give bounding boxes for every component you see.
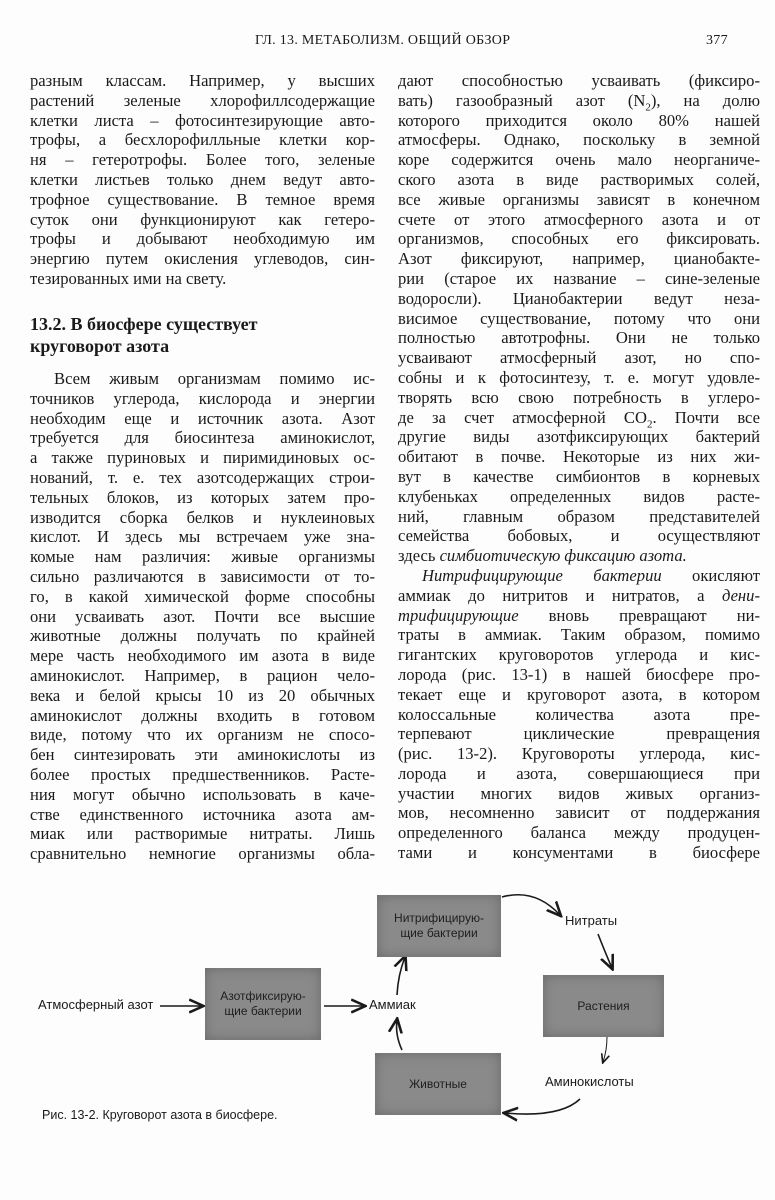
text-line: комые нам различия: живые организмы <box>30 547 375 567</box>
text-line: лорода (рис. 13-1) в нашей биосфере про- <box>398 664 760 684</box>
text-line: сравнительно немногие организмы обла- <box>30 844 375 864</box>
text-line: го, в какой химической форме способны <box>30 586 375 606</box>
text-line: трофы, а бесхлорофилльные клетки кор- <box>30 130 375 150</box>
text-line: миак или растворимые нитраты. Лишь <box>30 824 375 844</box>
arrow-ammonia-to-nitrifying <box>397 957 405 995</box>
text-line: семейства бобовых, и осуществляют <box>398 526 760 546</box>
italic-term: Нитрифицирующие бактерии <box>422 565 662 585</box>
text-line: точников углерода, кислорода и энергии <box>30 388 375 408</box>
text-line: мере часть необходимого им азота в виде <box>30 646 375 666</box>
text-line: мов, несомненно зависит от поддержания <box>398 803 760 823</box>
arrow-plants-to-amino <box>603 1037 607 1062</box>
text-line: Всем живым организмам помимо ис- <box>54 369 375 388</box>
italic-term: дени- <box>721 585 760 605</box>
text-line: клетки листьев только днем ведут авто- <box>30 169 375 189</box>
text-line: счете от этого атмосферного азота и от <box>398 209 760 229</box>
text-line: а также пуриновых и пиримидиновых ос- <box>30 448 375 468</box>
text-line: ний, главным образом представителей <box>398 506 760 526</box>
text-line: лорода и азота, совершающиеся при <box>398 763 760 783</box>
text-line: сильно различаются в зависимости от то- <box>30 566 375 586</box>
text-line: суток они функционируют как гетеро- <box>30 209 375 229</box>
text-line: аминокислот должны входить в готовом <box>30 705 375 725</box>
text-line: которого приходится около 80% нашей <box>398 110 760 130</box>
text-line: все живые организмы зависят в конечном <box>398 189 760 209</box>
text-line: траты в аммиак. Таким образом, помимо <box>398 625 760 645</box>
text-line: колоссальные количества азота пре- <box>398 704 760 724</box>
text-line: коре содержится очень мало неорганиче- <box>398 150 760 170</box>
amino-acids-label: Аминокислоты <box>545 1074 634 1089</box>
text-line: века и белой крысы 10 из 20 обычных <box>30 685 375 705</box>
text-line: терпевают циклические превращения <box>398 724 760 744</box>
text-line: тезированных ими на свету. <box>30 268 227 288</box>
text-line: вут в качестве симбионтов в корневых <box>398 466 760 486</box>
italic-term: симбиотическую фиксацию азота. <box>439 546 687 566</box>
text-line: разным классам. Например, у высших <box>30 71 375 90</box>
text-line: ня – гетеротрофы. Более того, зеленые <box>30 150 375 170</box>
italic-term: трифицирующие <box>398 605 519 625</box>
text-line: дают способностью усваивать (фиксиро- <box>398 71 760 90</box>
text-segment: здесь <box>398 546 440 566</box>
text-line: рии (старое их название – сине-зеленые <box>398 268 760 288</box>
atmospheric-nitrogen-label: Атмосферный азот <box>38 997 154 1012</box>
plants-box: Растения <box>543 975 664 1037</box>
arrow-nitrifying-to-nitrates <box>502 895 560 915</box>
text-line: Азот фиксируют, например, цианобакте- <box>398 249 760 269</box>
running-title: ГЛ. 13. МЕТАБОЛИЗМ. ОБЩИЙ ОБЗОР <box>255 33 511 48</box>
text-line: клубеньках определенных видов расте- <box>398 486 760 506</box>
text-line: атмосферы. Однако, поскольку в земной <box>398 130 760 150</box>
figure-caption: Рис. 13-2. Круговорот азота в биосфере. <box>42 1108 278 1122</box>
text-segment: окисляют <box>661 565 760 585</box>
subscript: 2 <box>645 101 651 114</box>
text-line: бен синтезировать эти аминокислоты из <box>30 745 375 765</box>
text-line: изводится сборка белков и нуклеиновых <box>30 507 375 527</box>
text-line: трофное существование. В темное время <box>30 189 375 209</box>
text-line: стве единственного источника азота ам- <box>30 804 375 824</box>
text-line: участии многих видов живых организ- <box>398 783 760 803</box>
text-line: собны и к фотосинтезу, т. е. могут удовле- <box>398 367 760 387</box>
ammonia-label: Аммиак <box>369 997 416 1012</box>
text-line: клетки листа – фотосинтезирующие авто- <box>30 110 375 130</box>
text-line: аминокислот. Например, в рацион чело- <box>30 665 375 685</box>
text-segment: вать) газообразный азот (N <box>398 90 646 110</box>
text-line: более простых предшественников. Расте- <box>30 764 375 784</box>
text-line: определенного баланса между продуцен- <box>398 823 760 843</box>
text-line: организмов, способных его фиксировать. <box>398 229 760 249</box>
nitrifying-bacteria-box: Нитрифицирую- щие бактерии <box>377 895 501 957</box>
text-line: водоросли). Цианобактерии ведут неза- <box>398 288 760 308</box>
animals-box: Животные <box>375 1053 501 1115</box>
nitrogen-fixing-bacteria-box: Азотфиксирую- щие бактерии <box>205 968 321 1040</box>
text-line: тами и консументами в биосфере <box>398 843 760 863</box>
arrow-animals-to-ammonia <box>397 1020 402 1050</box>
text-line: энергию путем окисления углеводов, син- <box>30 249 375 269</box>
text-segment: ), на долю <box>650 90 761 110</box>
nitrates-label: Нитраты <box>565 913 618 928</box>
text-line: кислот. И здесь мы встречаем уже зна- <box>30 527 375 547</box>
text-line: творять всю свою потребность в углеро- <box>398 387 760 407</box>
text-line: (рис. 13-2). Круговороты углерода, кис- <box>398 744 760 764</box>
text-line: ского азота в виде растворимых солей, <box>398 169 760 189</box>
text-line: обитают в почве. Некоторые из них жи- <box>398 447 760 467</box>
text-line: текает еще и круговорот азота, в котором <box>398 684 760 704</box>
text-line: другие виды азотфиксирующих бактерий <box>398 427 760 447</box>
arrow-nitrates-to-plants <box>598 934 612 968</box>
text-line: усваивают атмосферный азот, но спо- <box>398 348 760 368</box>
text-line: ния могут обычно использовать в каче- <box>30 784 375 804</box>
text-segment: аммиак до нитритов и нитратов, а <box>398 585 722 605</box>
text-line: растений зеленые хлорофиллсодержащие <box>30 90 375 110</box>
text-line: тельных блоков, из которых затем про- <box>30 487 375 507</box>
subscript: 2 <box>646 417 653 430</box>
text-segment: де за счет атмосферной CO <box>398 407 647 427</box>
text-line: требуется для биосинтеза аминокислот, <box>30 428 375 448</box>
text-line: полностью автотрофны. Они не только <box>398 328 760 348</box>
text-segment: вновь превращают ни- <box>518 605 760 625</box>
text-segment: . Почти все <box>652 407 760 427</box>
text-line: они усваивать азот. Почти все высшие <box>30 606 375 626</box>
section-heading-line: круговорот азота <box>30 336 170 356</box>
section-heading-line: 13.2. В биосфере существует <box>30 314 258 334</box>
text-line: трофы и добывают необходимую им <box>30 229 375 249</box>
text-line: виде, потому что их организм не спосо- <box>30 725 375 745</box>
text-line: нований, т. е. тех азотсодержащих строи- <box>30 467 375 487</box>
page-number: 377 <box>706 33 728 48</box>
text-line: гигантских круговоротов углерода и кис- <box>398 645 760 665</box>
text-line: необходим еще и источник азота. Азот <box>30 408 375 428</box>
text-line: животные должны получать по крайней <box>30 626 375 646</box>
arrow-amino-to-animals <box>505 1099 580 1114</box>
text-line: висимое существование, потому что они <box>398 308 760 328</box>
